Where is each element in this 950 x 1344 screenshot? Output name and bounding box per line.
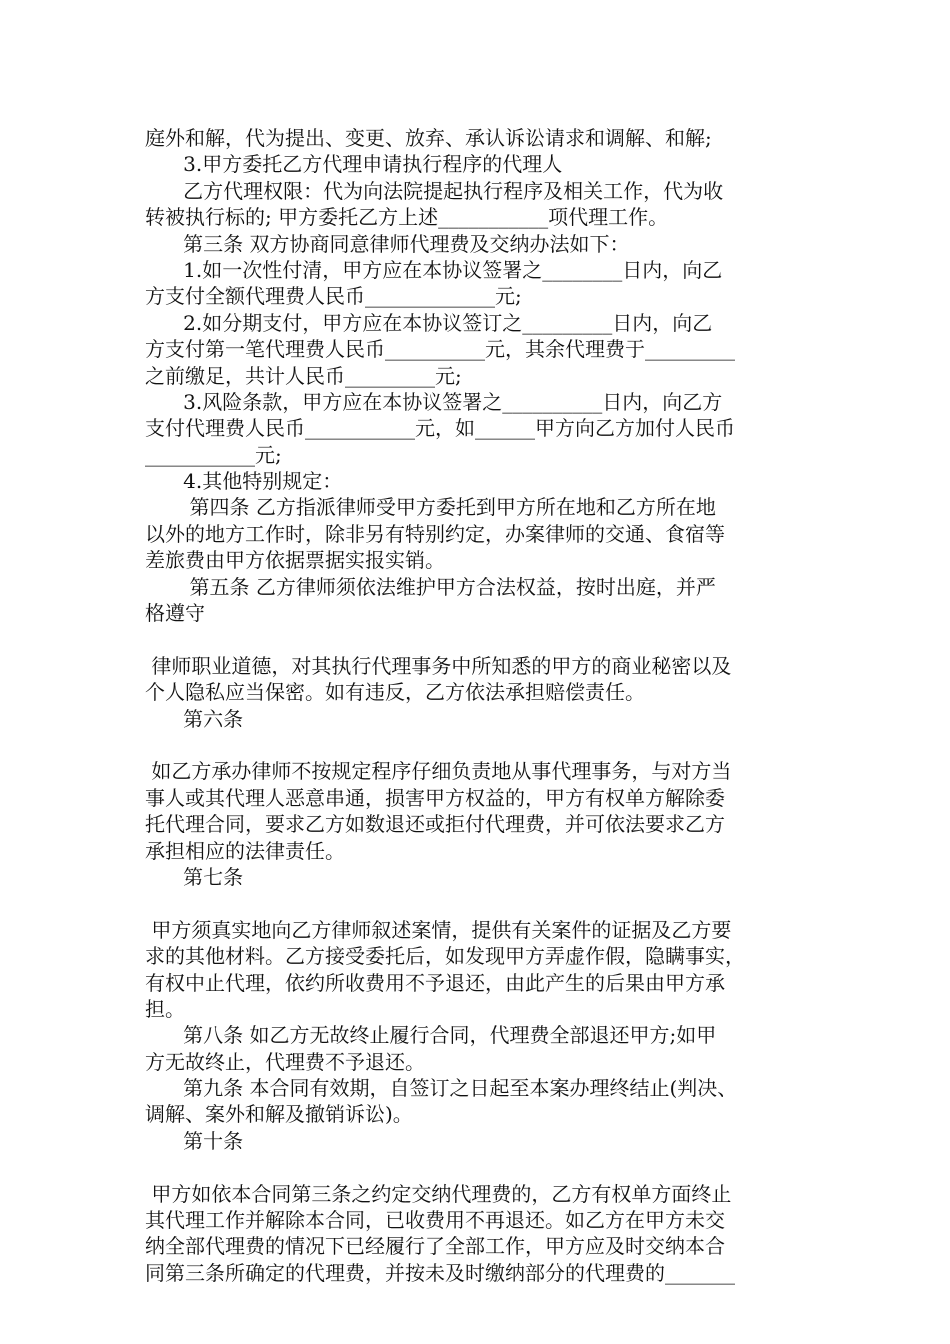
- text-line: 事人或其代理人恶意串通，损害甲方权益的，甲方有权单方解除委: [145, 785, 725, 810]
- text-line: 第五条 乙方律师须依法维护甲方合法权益，按时出庭，并严: [145, 574, 716, 599]
- text-line: 3.风险条款，甲方应在本协议签署之__________日内，向乙方: [145, 389, 723, 414]
- blank-line: [145, 626, 810, 652]
- text-line: 差旅费由甲方依据票据实报实销。: [145, 548, 445, 573]
- text-line: 方支付第一笔代理费人民币__________元，其余代理费于_________: [145, 337, 735, 362]
- text-line: 求的其他材料。乙方接受委托后，如发现甲方弄虚作假，隐瞒事实，: [145, 944, 745, 969]
- text-line: 纳全部代理费的情况下已经履行了全部工作，甲方应及时交纳本合: [145, 1234, 725, 1259]
- text-line: 同第三条所确定的代理费，并按未及时缴纳部分的代理费的_______: [145, 1260, 735, 1285]
- text-line: 以外的地方工作时，除非另有特别约定，办案律师的交通、食宿等: [145, 521, 725, 546]
- text-line: 3.甲方委托乙方代理申请执行程序的代理人: [145, 152, 563, 177]
- text-line: 甲方须真实地向乙方律师叙述案情，提供有关案件的证据及乙方要: [145, 917, 732, 942]
- text-line: 第九条 本合同有效期，自签订之日起至本案办理终结止(判决、: [145, 1076, 738, 1101]
- text-line: 担。: [145, 996, 185, 1021]
- text-line: 格遵守: [145, 601, 205, 626]
- text-line: 1.如一次性付清，甲方应在本协议签署之________日内，向乙: [145, 257, 723, 282]
- text-line: 调解、案外和解及撤销诉讼)。: [145, 1102, 413, 1127]
- text-line: 支付代理费人民币___________元，如______甲方向乙方加付人民币: [145, 416, 735, 441]
- text-line: 第七条: [145, 864, 244, 889]
- text-line: 甲方如依本合同第三条之约定交纳代理费的，乙方有权单方面终止: [145, 1181, 732, 1206]
- text-line: 4.其他特别规定：: [145, 469, 343, 494]
- text-line: 第六条: [145, 706, 244, 731]
- blank-line: [145, 732, 810, 758]
- text-line: 庭外和解，代为提出、变更、放弃、承认诉讼请求和调解、和解;: [145, 126, 712, 150]
- text-line: 律师职业道德，对其执行代理事务中所知悉的甲方的商业秘密以及: [145, 653, 732, 678]
- document-body: [145, 125, 810, 1286]
- text-line: 承担相应的法律责任。: [145, 838, 345, 863]
- text-line: 方支付全额代理费人民币_____________元;: [145, 284, 522, 309]
- text-line: 第八条 如乙方无故终止履行合同，代理费全部退还甲方;如甲: [145, 1023, 717, 1048]
- text-line: 2.如分期支付，甲方应在本协议签订之_________日内，向乙: [145, 310, 713, 335]
- blank-line: [145, 1154, 810, 1180]
- text-line: 乙方代理权限：代为向法院提起执行程序及相关工作，代为收: [145, 178, 724, 203]
- text-line: 第四条 乙方指派律师受甲方委托到甲方所在地和乙方所在地: [145, 495, 716, 520]
- text-line: 如乙方承办律师不按规定程序仔细负责地从事代理事务，与对方当: [145, 759, 732, 784]
- text-line: 有权中止代理，依约所收费用不予退还，由此产生的后果由甲方承: [145, 970, 725, 995]
- text-line: 转被执行标的; 甲方委托乙方上述___________项代理工作。: [145, 205, 669, 230]
- text-line: 第三条 双方协商同意律师代理费及交纳办法如下：: [145, 231, 630, 256]
- text-line: 个人隐私应当保密。如有违反，乙方依法承担赔偿责任。: [145, 680, 645, 705]
- text-line: 其代理工作并解除本合同，已收费用不再退还。如乙方在甲方未交: [145, 1208, 725, 1233]
- text-line: ___________元;: [145, 442, 282, 467]
- text-line: 第十条: [145, 1128, 244, 1153]
- blank-line: [145, 890, 810, 916]
- text-line: 托代理合同，要求乙方如数退还或拒付代理费，并可依法要求乙方: [145, 812, 725, 837]
- text-line: 方无故终止，代理费不予退还。: [145, 1049, 425, 1074]
- text-line: 之前缴足，共计人民币_________元;: [145, 363, 462, 388]
